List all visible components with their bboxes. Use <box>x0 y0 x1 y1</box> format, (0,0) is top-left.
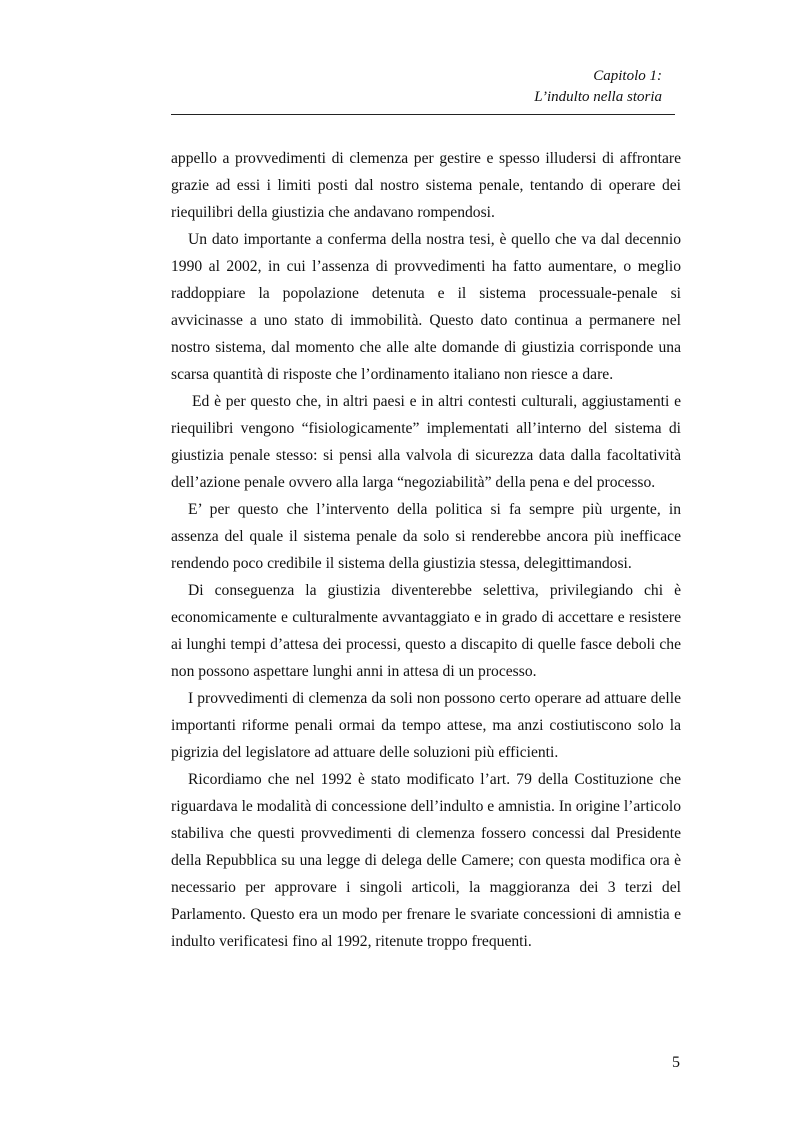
paragraph: Ricordiamo che nel 1992 è stato modificato l’art. 79 della Costituzione che riguardava le modalità di concessione dell’indulto e amnistia. In origine l’articolo stabiliva che questi provvedimenti di clemenza fossero concessi dal Presidente della Repubblica su una legge di delega delle Camere; con questa modifica ora è necessario per approvare i singoli articoli, la maggioranza dei 3 terzi del Parlamento. Questo era un modo per frenare le svariate concessioni di amnistia e indulto verificatesi fino al 1992, ritenute troppo frequenti. <box>171 771 681 950</box>
page-number: 5 <box>672 1054 680 1071</box>
header-divider <box>171 114 675 115</box>
chapter-subtitle: L’indulto nella storia <box>534 89 662 105</box>
page-body <box>171 145 681 955</box>
running-header <box>400 66 662 108</box>
chapter-label: Capitolo 1: <box>593 68 662 84</box>
paragraph: Un dato importante a conferma della nostra tesi, è quello che va dal decennio 1990 al 2002, in cui l’assenza di provvedimenti ha fatto aumentare, o meglio raddoppiare la popolazione detenuta e il sistema processuale-penale si avvicinasse a uno stato di immobilità. Questo dato continua a permanere nel nostro sistema, dal momento che alle alte domande di giustizia corrisponde una scarsa quantità di risposte che l’ordinamento italiano non riesce a dare. <box>171 231 681 383</box>
paragraph: Di conseguenza la giustizia diventerebbe selettiva, privilegiando chi è economicamente e culturalmente avvantaggiato e in grado di accettare e resistere ai lunghi tempi d’attesa dei processi, questo a discapito di quelle fasce deboli che non possono aspettare lunghi anni in attesa di un processo. <box>171 582 681 680</box>
paragraph: I provvedimenti di clemenza da soli non possono certo operare ad attuare delle importanti riforme penali ormai da tempo attese, ma anzi costiutiscono solo la pigrizia del legislatore ad attuare delle soluzioni più efficienti. <box>171 690 681 761</box>
paragraph: E’ per questo che l’intervento della politica si fa sempre più urgente, in assenza del quale il sistema penale da solo si renderebbe ancora più inefficace rendendo poco credibile il sistema della giustizia stessa, delegittimandosi. <box>171 501 681 572</box>
paragraph: Ed è per questo che, in altri paesi e in altri contesti culturali, aggiustamenti e riequilibri vengono “fisiologicamente” implementati all’interno del sistema di giustizia penale stesso: si pensi alla valvola di sicurezza data dalla facoltatività dell’azione penale ovvero alla larga “negoziabilità” della pena e del processo. <box>171 393 681 491</box>
paragraph: appello a provvedimenti di clemenza per gestire e spesso illudersi di affrontare grazie ad essi i limiti posti dal nostro sistema penale, tentando di operare dei riequilibri della giustizia che andavano rompendosi. <box>171 150 681 221</box>
